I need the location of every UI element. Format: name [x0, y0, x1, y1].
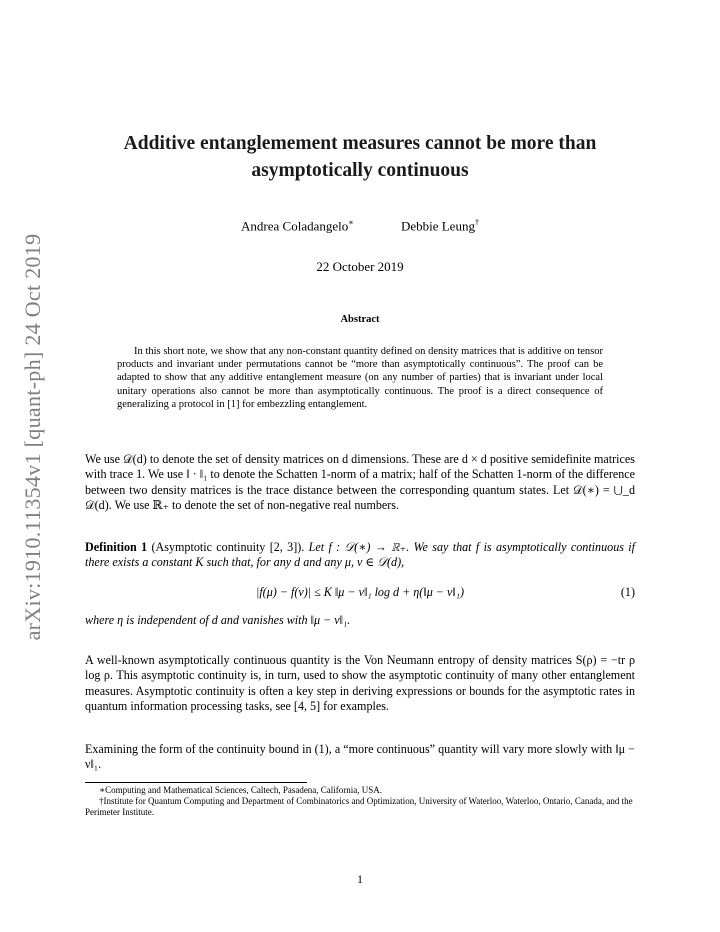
author — [241, 218, 354, 234]
page-number: 1 — [357, 872, 363, 886]
abstract-heading: Abstract — [340, 314, 380, 325]
definition-block — [85, 540, 635, 571]
abstract-text: In this short note, we show that any non-constant quantity defined on density matrices that is additive on tensor products and invariant under permutations cannot be “more than asymptotically continuous”. The proof can be adapted to show that any additive entanglement measure (on any number of parties) that is invariant under local unitary operations also cannot be more than asymptotically continuous. The proof is a direct consequence of generalizing a protocol in [1] for embezzling entanglement. — [117, 346, 603, 410]
body-paragraph: A well-known asymptotically continuous quantity is the Von Neumann entropy of density matrices S(ρ) = −tr ρ log ρ. This asymptotic continuity is, in turn, used to show the asymptotic continuity of many other entanglement measures. Asymptotic continuity is often a key step in deriving expressions or bounds for the asymptotic rates in quantum information processing tasks, see [4, 5] for examples. — [85, 653, 635, 714]
paper-title — [60, 130, 660, 184]
affiliation-mark: † — [474, 218, 479, 227]
author-list — [60, 218, 660, 234]
equation-number: (1) — [620, 585, 635, 599]
author-name: Debbie Leung — [400, 218, 475, 234]
definition-statement: Let f : 𝒟(∗) → ℝ₊. We say that f is asymptotically continuous if there exists a constant K such that, for any d and any μ, ν ∈ 𝒟(d), — [85, 540, 636, 570]
author-name: Andrea Coladangelo — [241, 218, 349, 234]
paper-date: 22 October 2019 — [316, 259, 404, 274]
arxiv-stamp — [0, 0, 62, 932]
definition-closing: where η is independent of d and vanishes with ‖μ − ν‖₁. — [85, 613, 351, 627]
definition-name: (Asymptotic continuity [2, 3]). — [151, 540, 305, 554]
affiliation-mark: ∗ — [348, 218, 354, 227]
author — [401, 218, 479, 234]
title-line: asymptotically continuous — [251, 160, 469, 181]
footnote: †Institute for Quantum Computing and Department of Combinatorics and Optimization, University of Waterloo, Waterloo, Ontario, Canada, and the Perimeter Institute. — [85, 796, 633, 818]
footnote: ∗Computing and Mathematical Sciences, Caltech, Pasadena, California, USA. — [99, 785, 383, 795]
title-line: Additive entanglemement measures cannot be more than — [123, 133, 597, 154]
equation-body: |f(μ) − f(ν)| ≤ K ‖μ − ν‖₁ log d + η(‖μ − ν‖₁) — [256, 585, 464, 599]
footnote-rule — [85, 782, 307, 783]
definition-label: Definition 1 — [85, 540, 148, 554]
body-paragraph: We use 𝒟(d) to denote the set of density matrices on d dimensions. These are d × d positive semidefinite matrices with trace 1. We use ‖ · ‖₁ to denote the Schatten 1-norm of a matrix; half of the Schatten 1-norm of the difference between two density matrices is the trace distance between the corresponding quantum states. Let 𝒟(∗) = ⋃_d 𝒟(d). We use ℝ₊ to denote the set of non-negative real numbers. — [85, 452, 635, 513]
body-paragraph: Examining the form of the continuity bound in (1), a “more continuous” quantity will vary more slowly with ‖μ − ν‖₁. — [85, 742, 635, 772]
arxiv-identifier: arXiv:1910.11354v1 [quant-ph] 24 Oct 2019 — [20, 233, 45, 641]
display-equation — [85, 585, 635, 601]
footnotes — [85, 785, 635, 819]
